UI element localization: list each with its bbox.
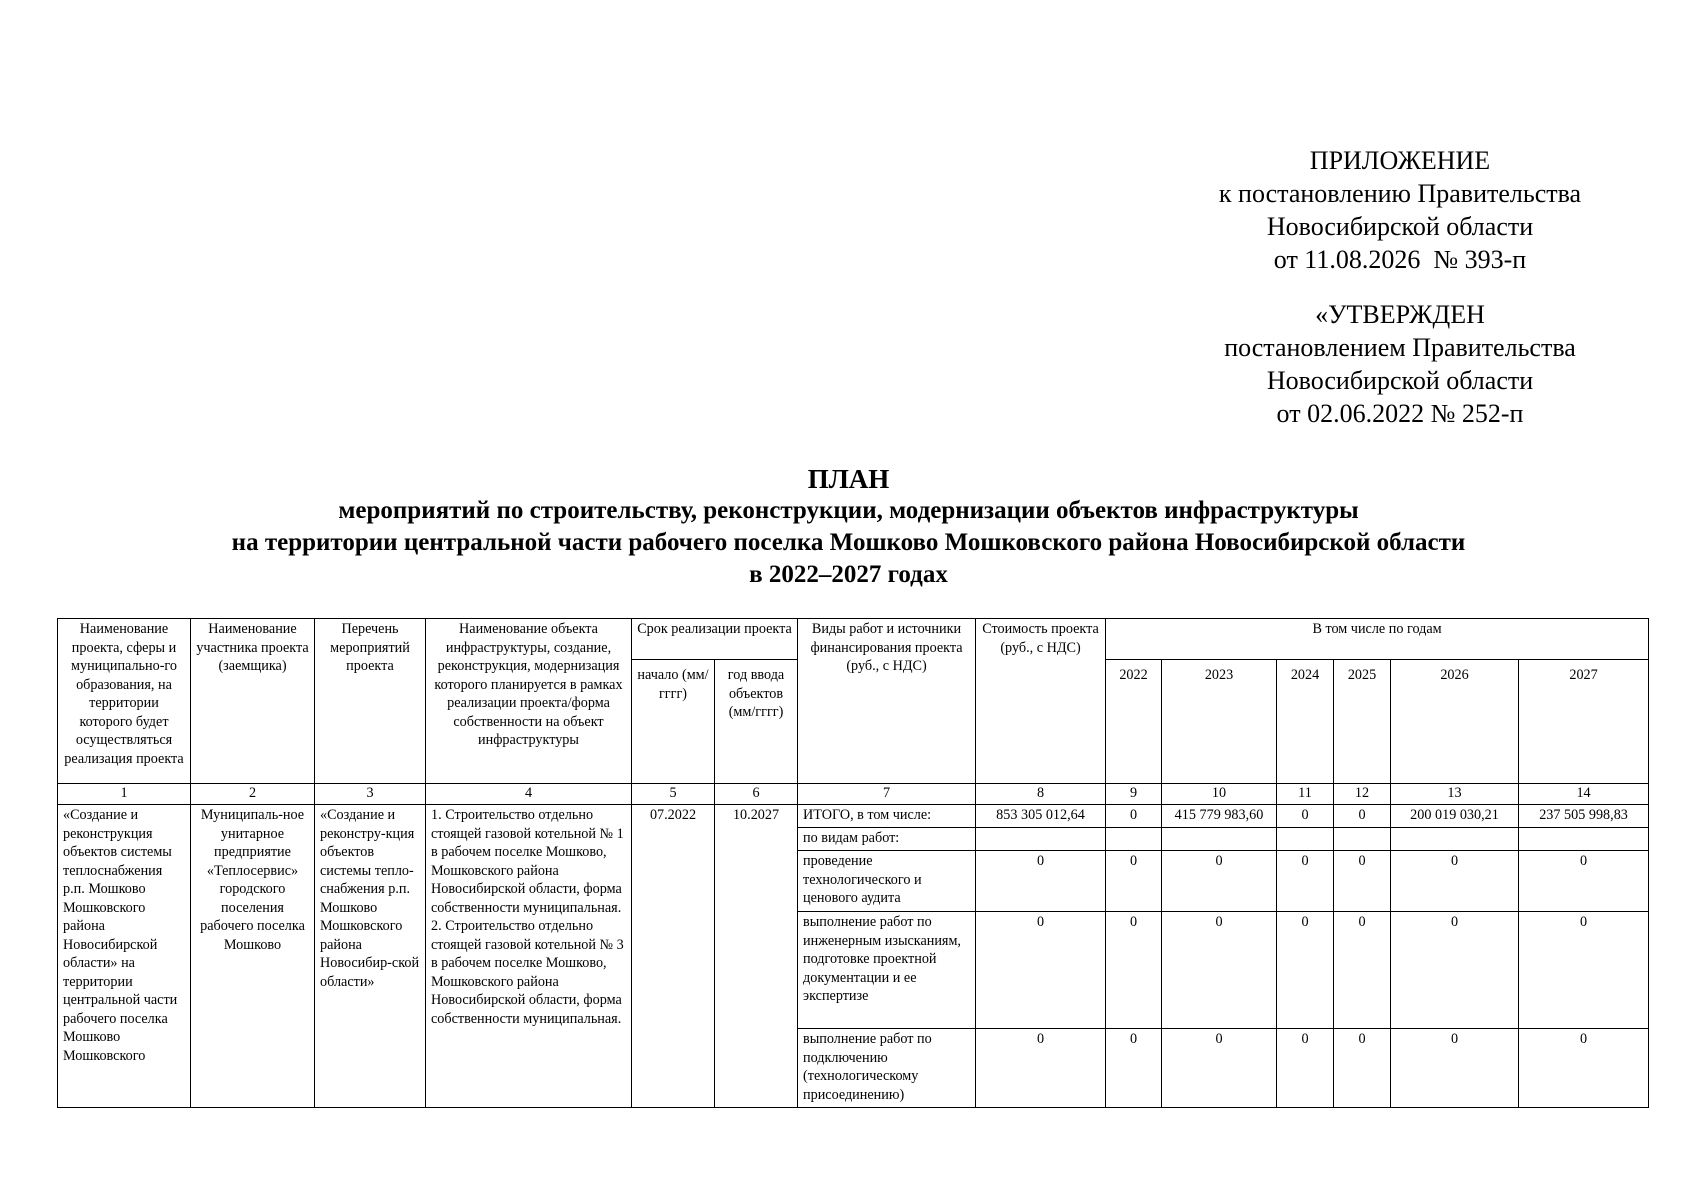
work-type-cell: по видам работ:: [798, 828, 976, 851]
year-2026-cell: 200 019 030,21: [1391, 805, 1519, 828]
column-number-row: [58, 784, 1649, 805]
cost-cell: 0: [976, 851, 1106, 912]
title-line: мероприятий по строительству, реконструкции, модернизации объектов инфраструктуры: [338, 497, 1359, 524]
cost-cell: 0: [976, 912, 1106, 1029]
header-measures: Перечень мероприятий проекта: [315, 619, 426, 784]
work-type-cell: выполнение работ по подключению (технологическому присоединению): [798, 1029, 976, 1108]
year-2026-cell: [1391, 828, 1519, 851]
year-2026-cell: 0: [1391, 912, 1519, 1029]
year-2022-cell: 0: [1106, 851, 1162, 912]
header-year-2024: 2024: [1277, 660, 1334, 784]
year-2023-cell: 0: [1162, 851, 1277, 912]
object-cell: [426, 805, 632, 1108]
approval-line: постановлением Правительства: [1224, 333, 1576, 362]
cost-cell: 0: [976, 1029, 1106, 1108]
start-cell: 07.2022: [632, 805, 715, 1108]
year-2027-cell: [1519, 828, 1649, 851]
appendix-block: [1160, 144, 1640, 430]
year-2025-cell: 0: [1334, 912, 1391, 1029]
year-2025-cell: 0: [1334, 851, 1391, 912]
column-number: 9: [1106, 784, 1162, 805]
year-2022-cell: [1106, 828, 1162, 851]
header-start: начало (мм/гггг): [632, 660, 715, 784]
year-2024-cell: [1277, 828, 1334, 851]
column-number: 13: [1391, 784, 1519, 805]
title-line: на территории центральной части рабочего поселка Мошково Мошковского района Новосибирской области: [231, 529, 1466, 556]
approval-line: Новосибирской области: [1266, 366, 1534, 395]
header-project-name: Наименование проекта, сферы и муниципально-го образования, на территории которого будет осуществляться реализация проекта: [58, 619, 191, 784]
header-year-2022: 2022: [1106, 660, 1162, 784]
column-number: 7: [798, 784, 976, 805]
year-2023-cell: 0: [1162, 912, 1277, 1029]
year-2027-cell: 0: [1519, 1029, 1649, 1108]
year-2024-cell: 0: [1277, 912, 1334, 1029]
appendix-heading: ПРИЛОЖЕНИЕ: [1309, 146, 1491, 175]
year-2022-cell: 0: [1106, 805, 1162, 828]
header-participant: Наименование участника проекта (заемщика): [191, 619, 315, 784]
year-2024-cell: 0: [1277, 851, 1334, 912]
year-2023-cell: 415 779 983,60: [1162, 805, 1277, 828]
appendix-line: Новосибирской области: [1266, 212, 1534, 241]
work-type-cell: проведение технологического и ценового аудита: [798, 851, 976, 912]
header-object: Наименование объекта инфраструктуры, создание, реконструкция, модернизация которого планируется в рамках реализации проекта/форма собственности на объект инфраструктуры: [426, 619, 632, 784]
column-number: 4: [426, 784, 632, 805]
column-number: 5: [632, 784, 715, 805]
column-number: 14: [1519, 784, 1649, 805]
column-number: 8: [976, 784, 1106, 805]
header-row: [58, 619, 1649, 660]
measures-cell: «Создание и реконстру-кция объектов системы тепло-снабжения р.п. Мошково Мошковского района Новосибир-ской области»: [315, 805, 426, 1108]
year-2025-cell: 0: [1334, 1029, 1391, 1108]
year-2026-cell: 0: [1391, 1029, 1519, 1108]
header-end: год ввода объектов (мм/гггг): [715, 660, 798, 784]
spacer: [1160, 276, 1640, 298]
year-2025-cell: [1334, 828, 1391, 851]
column-number: 6: [715, 784, 798, 805]
title-line: в 2022–2027 годах: [749, 561, 948, 588]
year-2027-cell: 237 505 998,83: [1519, 805, 1649, 828]
header-by-years: В том числе по годам: [1106, 619, 1649, 660]
header-period: Срок реализации проекта: [632, 619, 798, 660]
approval-heading: «УТВЕРЖДЕН: [1315, 300, 1485, 329]
year-2024-cell: 0: [1277, 1029, 1334, 1108]
title-heading: ПЛАН: [807, 464, 890, 494]
approval-date: от 02.06.2022 № 252-п: [1276, 399, 1524, 428]
column-number: 10: [1162, 784, 1277, 805]
appendix-date: от 11.08.2026 № 393-п: [1273, 245, 1527, 274]
object-item: 2. Строительство отдельно стоящей газовой котельной № 3 в рабочем поселке Мошково, Мошковского района Новосибирской области, форма собственности муниципальная.: [431, 918, 624, 1027]
year-2023-cell: 0: [1162, 1029, 1277, 1108]
work-type-cell: выполнение работ по инженерным изысканиям, подготовке проектной документации и ее экспертизе: [798, 912, 976, 1029]
end-cell: 10.2027: [715, 805, 798, 1108]
header-year-2027: 2027: [1519, 660, 1649, 784]
cost-cell: 853 305 012,64: [976, 805, 1106, 828]
year-2024-cell: 0: [1277, 805, 1334, 828]
appendix-line: к постановлению Правительства: [1218, 179, 1582, 208]
document-title: [0, 463, 1697, 591]
header-year-2026: 2026: [1391, 660, 1519, 784]
cost-cell: [976, 828, 1106, 851]
header-year-2023: 2023: [1162, 660, 1277, 784]
year-2022-cell: 0: [1106, 912, 1162, 1029]
year-2026-cell: 0: [1391, 851, 1519, 912]
column-number: 12: [1334, 784, 1391, 805]
table-row: [58, 805, 1649, 828]
header-year-2025: 2025: [1334, 660, 1391, 784]
header-cost: Стоимость проекта (руб., с НДС): [976, 619, 1106, 784]
object-item: 1. Строительство отдельно стоящей газовой котельной № 1 в рабочем поселке Мошково, Мошковского района Новосибирской области, форма собственности муниципальная.: [431, 807, 624, 916]
year-2022-cell: 0: [1106, 1029, 1162, 1108]
year-2023-cell: [1162, 828, 1277, 851]
column-number: 3: [315, 784, 426, 805]
participant-cell: Муниципаль-ное унитарное предприятие «Теплосервис» городского поселения рабочего поселка Мошково: [191, 805, 315, 1108]
work-type-cell: ИТОГО, в том числе:: [798, 805, 976, 828]
column-number: 1: [58, 784, 191, 805]
column-number: 11: [1277, 784, 1334, 805]
project-name-cell: «Создание и реконструкция объектов системы теплоснабжения р.п. Мошково Мошковского района Новосибирской области» на территории центральной части рабочего поселка Мошково Мошковского: [58, 805, 191, 1108]
header-work-types: Виды работ и источники финансирования проекта (руб., с НДС): [798, 619, 976, 784]
year-2027-cell: 0: [1519, 851, 1649, 912]
plan-table: [57, 618, 1649, 1108]
year-2025-cell: 0: [1334, 805, 1391, 828]
year-2027-cell: 0: [1519, 912, 1649, 1029]
column-number: 2: [191, 784, 315, 805]
